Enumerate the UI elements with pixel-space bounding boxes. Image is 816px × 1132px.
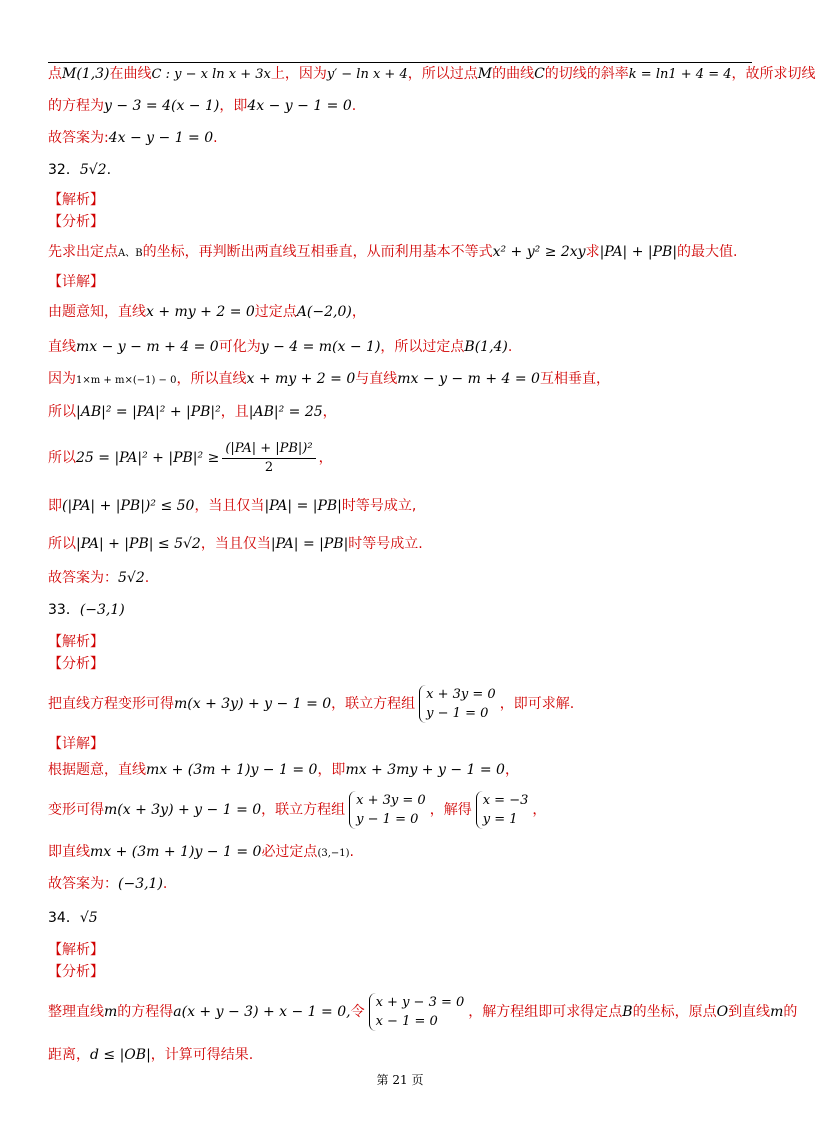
math: √5: [79, 910, 98, 926]
math: d ≤ |OB|: [90, 1047, 151, 1063]
text: 距离，: [48, 1047, 90, 1063]
text: ，联立方程组: [261, 802, 346, 818]
text: 的方程为: [48, 98, 104, 114]
text: 直线: [48, 339, 76, 355]
p34-fenxi-label: 【分析】: [48, 964, 104, 980]
math: m(x + 3y) + y − 1 = 0: [174, 696, 332, 712]
p33-analysis: [48, 682, 574, 726]
math: m: [770, 1004, 784, 1020]
p32-detail-5: [48, 436, 333, 480]
math: 5√2: [79, 162, 107, 178]
solution-system: [476, 791, 529, 829]
p32-heading: [48, 160, 111, 180]
math: 5√2: [118, 570, 145, 586]
p32-detail-7: [48, 534, 423, 554]
p33-answer: [48, 874, 167, 894]
text: ，故所求切线: [731, 66, 816, 82]
text: 过定点: [254, 304, 297, 320]
text: ，解得: [429, 802, 472, 818]
p32-answer: [48, 568, 149, 588]
text: 把直线方程变形可得: [48, 696, 174, 712]
math: (−3,1): [118, 876, 163, 892]
text: ，联立方程组: [331, 696, 416, 712]
text: ，即: [219, 98, 248, 114]
text: ，所以过点: [407, 66, 478, 82]
text: 点: [48, 66, 62, 82]
math: B(1,4): [464, 339, 508, 355]
math: m(x + 3y) + y − 1 = 0: [104, 802, 262, 818]
fraction-denominator: 2: [264, 459, 274, 475]
answer-label: 故答案为：: [48, 570, 118, 586]
problem-number: 32．: [48, 162, 80, 178]
p32-detail-2: [48, 337, 512, 357]
math: |PA| + |PB|: [599, 244, 678, 260]
p31-answer: [48, 128, 218, 148]
math: x² + y² ≥ 2xy: [492, 244, 586, 260]
p34-analysis-2: [48, 1045, 253, 1065]
text: 根据题意，直线: [48, 762, 146, 778]
math: 4x − y − 1 = 0: [108, 130, 214, 146]
text: 可化为: [218, 339, 261, 355]
text: 即: [48, 498, 62, 514]
text: ，: [318, 450, 333, 466]
text: 与直线: [355, 371, 398, 387]
equation-system: [419, 685, 496, 723]
text: .: [144, 570, 150, 586]
answer-label: 故答案为：: [48, 876, 118, 892]
equation: x + y − 3 = 0: [375, 995, 465, 1010]
text: 的方程得: [117, 1004, 174, 1020]
equation: x + 3y = 0: [426, 687, 496, 702]
p32-detail-1: [48, 302, 366, 322]
text: 的坐标，原点: [632, 1004, 717, 1020]
math: M(1,3): [62, 66, 110, 82]
math: |PA| + |PB| ≤ 5√2: [76, 536, 201, 552]
text: ，计算可得结果.: [150, 1047, 254, 1063]
math: mx + (3m + 1)y − 1 = 0: [146, 762, 318, 778]
text: .: [351, 98, 357, 114]
text: .: [507, 339, 513, 355]
text: ，当且仅当: [200, 536, 271, 552]
p32-analysis: [48, 242, 738, 264]
math: y − 3 = 4(x − 1): [104, 98, 220, 114]
math: O: [716, 1004, 729, 1020]
text: .: [162, 876, 168, 892]
math: B: [622, 1004, 633, 1020]
p33-detail-2: [48, 788, 546, 832]
text: 所以: [48, 536, 76, 552]
p32-xiangjie-label: 【详解】: [48, 274, 104, 290]
p34-heading: [48, 908, 98, 928]
math: C : y − x ln x + 3x: [151, 67, 271, 82]
text: ，: [532, 802, 547, 818]
p33-fenxi-label: 【分析】: [48, 656, 104, 672]
math: mx + 3my + y − 1 = 0: [345, 762, 505, 778]
text: 到直线: [728, 1004, 771, 1020]
math: mx − y − m + 4 = 0: [397, 371, 540, 387]
math: |AB|² = 25: [248, 404, 323, 420]
math: (−3,1): [79, 602, 125, 618]
equation-system: [349, 791, 426, 829]
header-rule: [48, 62, 752, 63]
equation: y − 1 = 0: [356, 812, 419, 827]
equation: y − 1 = 0: [426, 706, 489, 721]
text: ，: [322, 404, 337, 420]
text: .: [349, 844, 354, 860]
math: mx − y − m + 4 = 0: [76, 339, 219, 355]
p34-jiexi-label: 【解析】: [48, 942, 104, 958]
math: mx + (3m + 1)y − 1 = 0: [90, 844, 262, 860]
text: ，: [504, 762, 519, 778]
fraction: [222, 440, 315, 477]
equation: y = 1: [482, 812, 518, 827]
math: 25 = |PA|² + |PB|² ≥: [76, 450, 220, 466]
math: |AB|² = |PA|² + |PB|²: [76, 404, 221, 420]
p32-detail-4: [48, 402, 337, 422]
text: 因为: [48, 371, 76, 387]
text: 整理直线: [48, 1004, 104, 1020]
text: .: [106, 162, 112, 178]
text: 的切线的斜率: [544, 66, 629, 82]
text: ，解方程组即可求得定点: [468, 1004, 623, 1020]
text: 时等号成立,: [341, 498, 417, 514]
p31-line-1: [48, 64, 816, 85]
math: (|PA| + |PB|)² ≤ 50: [62, 498, 195, 514]
fraction-numerator: (|PA| + |PB|)²: [222, 440, 315, 459]
equation-system: [369, 993, 465, 1031]
math: M: [477, 66, 493, 82]
math: k = ln1 + 4 = 4: [628, 67, 732, 82]
equation: x = −3: [482, 793, 529, 808]
math: A(−2,0): [296, 304, 352, 320]
p33-detail-3: [48, 842, 354, 864]
text: 求: [585, 244, 600, 260]
equation: x − 1 = 0: [375, 1014, 438, 1029]
text: 时等号成立.: [348, 536, 423, 552]
page-number: 第 21 页: [376, 1073, 424, 1087]
text: 所以: [48, 450, 76, 466]
p33-jiexi-label: 【解析】: [48, 634, 104, 650]
p32-detail-6: [48, 496, 416, 516]
text: 互相垂直，: [539, 371, 610, 387]
text: 的坐标，再判断出两直线互相垂直，从而利用基本不等式: [142, 244, 493, 260]
p34-analysis-1: [48, 990, 797, 1034]
math: |PA| = |PB|: [270, 536, 349, 552]
equation: x + 3y = 0: [356, 793, 426, 808]
math: C: [534, 66, 545, 82]
text: 即直线: [48, 844, 90, 860]
text: 所以: [48, 404, 76, 420]
text: 的曲线: [492, 66, 535, 82]
math: y − 4 = m(x − 1): [260, 339, 381, 355]
p32-detail-3: [48, 369, 610, 391]
text: 变形可得: [48, 802, 104, 818]
text: ，当且仅当: [194, 498, 265, 514]
math: 4x − y − 1 = 0: [247, 98, 352, 114]
answer-label: 故答案为:: [48, 130, 109, 146]
text: ，且: [220, 404, 249, 420]
text: ，所以直线: [176, 371, 247, 387]
text: .: [213, 130, 218, 146]
text: 的: [783, 1004, 798, 1020]
math: a(x + y − 3) + x − 1 = 0,: [173, 1004, 351, 1020]
p33-heading: [48, 600, 125, 620]
math: A、B: [118, 248, 143, 259]
text: ，所以过定点: [380, 339, 465, 355]
text: ，即可求解.: [499, 696, 575, 712]
problem-number: 33．: [48, 602, 80, 618]
text: 的最大值.: [677, 244, 738, 260]
p32-jiexi-label: 【解析】: [48, 192, 104, 208]
math: (3,−1): [317, 848, 350, 859]
math: y′ − ln x + 4: [326, 67, 408, 82]
p32-fenxi-label: 【分析】: [48, 214, 104, 230]
math: x + my + 2 = 0: [146, 304, 255, 320]
text: 必过定点: [261, 844, 318, 860]
math: x + my + 2 = 0: [246, 371, 356, 387]
p31-line-2: [48, 96, 356, 116]
text: 先求出定点: [48, 244, 118, 260]
math: |PA| = |PB|: [264, 498, 342, 514]
math: 1×m + m×(−1) − 0: [76, 375, 177, 386]
p33-xiangjie-label: 【详解】: [48, 736, 104, 752]
text: 由题意知，直线: [48, 304, 146, 320]
text: 在曲线: [109, 66, 152, 82]
math: m: [104, 1004, 118, 1020]
problem-number: 34．: [48, 910, 80, 926]
text: 上，因为: [270, 66, 327, 82]
text: ，: [351, 304, 366, 320]
text: ，即: [317, 762, 346, 778]
p33-detail-1: [48, 760, 519, 780]
text: 令: [350, 1004, 365, 1020]
